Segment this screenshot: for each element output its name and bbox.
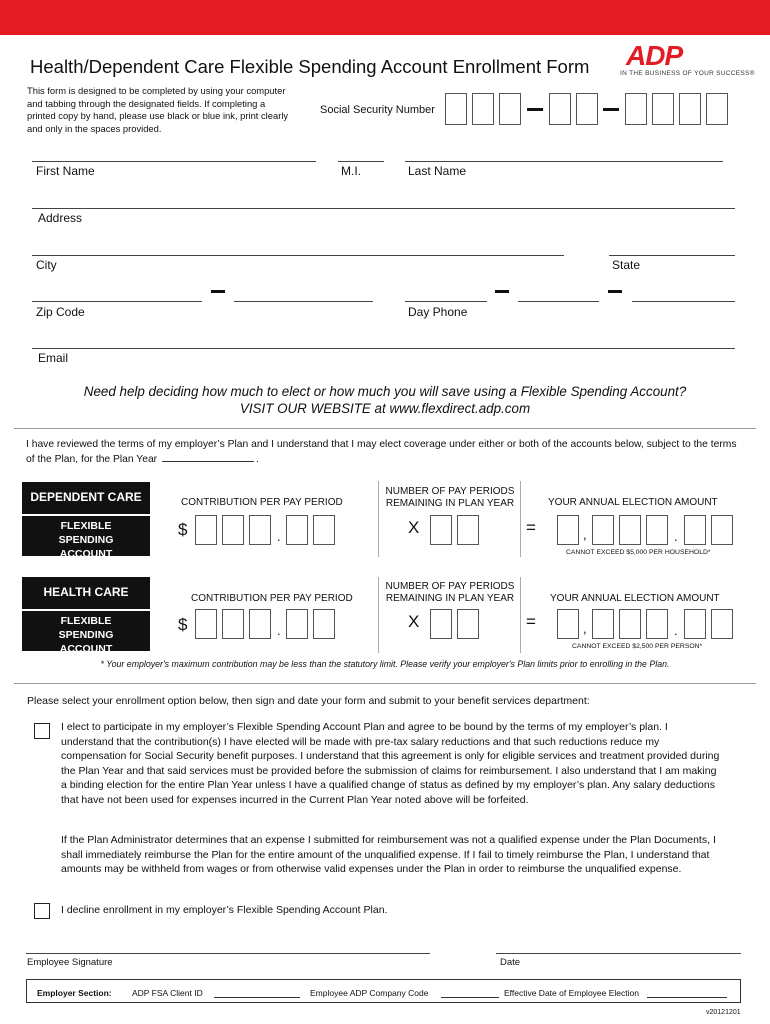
plan-year-input[interactable] (162, 452, 254, 462)
zip-dash (211, 290, 225, 293)
ssn-digit-6[interactable] (625, 93, 647, 125)
dc-contribution-cents[interactable] (313, 515, 335, 545)
health-care-title-box (22, 577, 150, 609)
elect-checkbox[interactable] (34, 723, 50, 739)
client-id-label: ADP FSA Client ID (132, 988, 203, 998)
decimal-point: . (674, 529, 678, 544)
hc-contribution-digit[interactable] (222, 609, 244, 639)
hc-annual-digit[interactable] (557, 609, 579, 639)
city-label: City (36, 258, 57, 272)
ssn-dash (527, 108, 543, 111)
multiply-sign: X (408, 518, 420, 537)
address-input[interactable] (32, 208, 735, 209)
plan-review-period: . (255, 454, 259, 465)
dc-periods-label: NUMBER OF PAY PERIODS REMAINING IN PLAN YEAR (385, 486, 515, 509)
divider (378, 481, 379, 557)
hc-annual-digit[interactable] (592, 609, 614, 639)
hc-limit-note: CANNOT EXCEED $2,500 PER PERSON* (572, 643, 703, 650)
hc-periods-digit[interactable] (430, 609, 452, 639)
client-id-input[interactable] (214, 997, 300, 998)
help-question: Need help deciding how much to elect or how much you will save using a Flexible Spending Account? (83, 384, 687, 399)
plan-review-text (26, 438, 746, 467)
phone-area-input[interactable] (405, 301, 487, 302)
divider (520, 577, 521, 653)
dc-annual-digit[interactable] (557, 515, 579, 545)
hc-annual-cents[interactable] (684, 609, 706, 639)
dc-contribution-cents[interactable] (286, 515, 308, 545)
phone-prefix-input[interactable] (518, 301, 599, 302)
state-label: State (612, 258, 641, 272)
zip-label: Zip Code (36, 305, 85, 319)
company-code-label: Employee ADP Company Code (310, 988, 429, 998)
decimal-point: . (277, 529, 281, 544)
dollar-sign: $ (178, 615, 188, 634)
equals-sign: = (526, 518, 536, 537)
dc-annual-cents[interactable] (711, 515, 733, 545)
equals-sign: = (526, 612, 536, 631)
phone-dash (495, 290, 509, 293)
hc-contribution-digit[interactable] (249, 609, 271, 639)
zip-ext-input[interactable] (234, 301, 373, 302)
dc-limit-note: CANNOT EXCEED $5,000 PER HOUSEHOLD* (566, 549, 711, 556)
employee-signature-input[interactable] (26, 953, 430, 954)
divider (378, 577, 379, 653)
first-name-input[interactable] (32, 161, 316, 162)
dc-annual-digit[interactable] (619, 515, 641, 545)
ssn-digit-5[interactable] (576, 93, 598, 125)
top-banner (0, 0, 770, 35)
dc-annual-cents[interactable] (684, 515, 706, 545)
effective-date-input[interactable] (647, 997, 727, 998)
email-input[interactable] (32, 348, 735, 349)
plan-review-statement: I have reviewed the terms of my employer’s Plan and I understand that I may elect coverage under either or both of the accounts below, subject to the terms of the Plan, for the Plan Year (26, 439, 737, 465)
dc-contribution-label: CONTRIBUTION PER PAY PERIOD (181, 497, 343, 508)
health-care-subtitle: FLEXIBLE SPENDING ACCOUNT (58, 615, 114, 655)
decline-checkbox[interactable] (34, 903, 50, 919)
company-code-input[interactable] (441, 997, 499, 998)
thousands-comma: , (583, 527, 587, 542)
day-phone-label: Day Phone (408, 305, 468, 319)
mi-label: M.I. (341, 164, 361, 178)
logo-tagline: IN THE BUSINESS OF YOUR SUCCESS® (620, 70, 755, 77)
dependent-care-title-box (22, 482, 150, 514)
hc-periods-digit[interactable] (457, 609, 479, 639)
hc-annual-digit[interactable] (646, 609, 668, 639)
divider (14, 683, 756, 684)
phone-line-input[interactable] (632, 301, 735, 302)
elect-terms-paragraph: I elect to participate in my employer’s Flexible Spending Account Plan and agree to be bound by the terms of my employer’s plan. I understand that the contribution(s) I have elected will be made with pre-tax salary reductions and that such reductions reduce my compensation for Social Security benefit purposes. I understand that this agreement is only for eligible services and treatment provided during the Plan Year and that said services must be provided before the submission of claims for reimbursement. I also understand that I am making a binding election for the entire Plan Year unless I have a qualified change of status as defined by my employer’s plan. Any salary deductions that have not been used for expenses incurred in the Current Plan Year noted above will be forfeited. (61, 721, 720, 806)
ssn-label: Social Security Number (320, 104, 435, 116)
ssn-digit-7[interactable] (652, 93, 674, 125)
logo-text: ADP (626, 40, 683, 71)
ssn-digit-8[interactable] (679, 93, 701, 125)
multiply-sign: X (408, 612, 420, 631)
ssn-digit-9[interactable] (706, 93, 728, 125)
dependent-care-subtitle: FLEXIBLE SPENDING ACCOUNT (58, 520, 114, 560)
state-input[interactable] (609, 255, 735, 256)
ssn-dash (603, 108, 619, 111)
dc-contribution-digit[interactable] (222, 515, 244, 545)
hc-periods-label: NUMBER OF PAY PERIODS REMAINING IN PLAN YEAR (385, 581, 515, 604)
footnote: * Your employer's maximum contribution may be less than the statutory limit. Please verify your employer's Plan limits prior to enrolling in the Plan. (100, 659, 670, 669)
effective-date-label: Effective Date of Employee Election (504, 988, 639, 998)
dollar-sign: $ (178, 520, 188, 539)
last-name-input[interactable] (405, 161, 723, 162)
first-name-label: First Name (36, 164, 95, 178)
dc-annual-label: YOUR ANNUAL ELECTION AMOUNT (548, 497, 718, 508)
form-instructions: This form is designed to be completed by using your computer and tabbing through the designated fields. If completing a printed copy by hand, please use black or blue ink, print clearly and only in the spaces provided. (27, 85, 289, 134)
form-version: v20121201 (706, 1009, 741, 1016)
dc-annual-digit[interactable] (592, 515, 614, 545)
phone-dash (608, 290, 622, 293)
health-care-subtitle-box (22, 611, 150, 655)
divider (14, 428, 756, 429)
employer-section-label: Employer Section: (37, 988, 112, 998)
divider (520, 481, 521, 557)
zip-input[interactable] (32, 301, 202, 302)
dependent-care-title: DEPENDENT CARE (30, 490, 142, 504)
decline-statement: I decline enrollment in my employer’s Flexible Spending Account Plan. (61, 904, 388, 916)
dc-periods-digit[interactable] (457, 515, 479, 545)
select-option-instruction: Please select your enrollment option below, then sign and date your form and submit to your benefit services department: (27, 695, 590, 707)
date-input[interactable] (496, 953, 741, 954)
hc-annual-cents[interactable] (711, 609, 733, 639)
ssn-digit-3[interactable] (499, 93, 521, 125)
hc-annual-digit[interactable] (619, 609, 641, 639)
employee-signature-label: Employee Signature (27, 957, 113, 968)
help-website-link[interactable]: VISIT OUR WEBSITE at www.flexdirect.adp.com (239, 401, 531, 416)
dc-annual-digit[interactable] (646, 515, 668, 545)
hc-annual-label: YOUR ANNUAL ELECTION AMOUNT (550, 593, 720, 604)
last-name-label: Last Name (408, 164, 467, 178)
health-care-title: HEALTH CARE (43, 585, 129, 599)
dc-contribution-digit[interactable] (195, 515, 217, 545)
hc-contribution-label: CONTRIBUTION PER PAY PERIOD (191, 593, 353, 604)
dependent-care-subtitle-box (22, 516, 150, 560)
ssn-digit-4[interactable] (549, 93, 571, 125)
dc-contribution-digit[interactable] (249, 515, 271, 545)
decimal-point: . (277, 623, 281, 638)
hc-contribution-cents[interactable] (286, 609, 308, 639)
dc-periods-digit[interactable] (430, 515, 452, 545)
unqualified-expense-paragraph: If the Plan Administrator determines that an expense I submitted for reimbursement was not a qualified expense under the Plan Documents, I shall immediately reimburse the Plan for the entire amount of the unqualified expense. If I fail to timely reimburse the Plan, I understand that amounts may be withheld from wages or from otherwise valid expenses under the Plan in order to reimburse the unqualified expense. (61, 834, 716, 875)
thousands-comma: , (583, 621, 587, 636)
date-label: Date (500, 957, 521, 968)
address-label: Address (38, 211, 83, 225)
form-title: Health/Dependent Care Flexible Spending Account Enrollment Form (30, 56, 590, 77)
ssn-digit-2[interactable] (472, 93, 494, 125)
decimal-point: . (674, 623, 678, 638)
hc-contribution-digit[interactable] (195, 609, 217, 639)
city-input[interactable] (32, 255, 564, 256)
email-label: Email (38, 351, 69, 365)
mi-input[interactable] (338, 161, 384, 162)
ssn-digit-1[interactable] (445, 93, 467, 125)
hc-contribution-cents[interactable] (313, 609, 335, 639)
employer-section (26, 979, 741, 1003)
